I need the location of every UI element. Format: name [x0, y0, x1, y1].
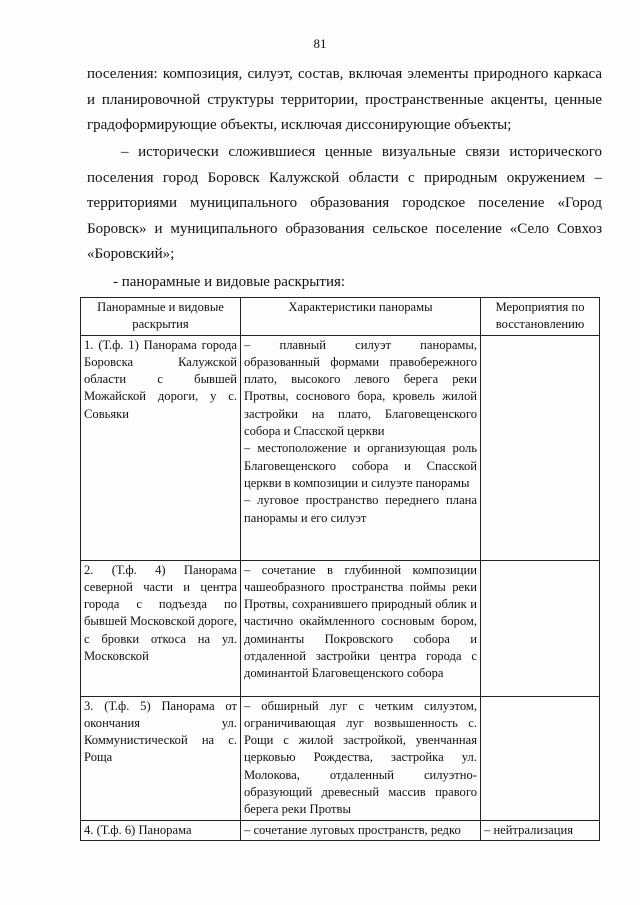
table-row [81, 560, 600, 696]
row-3-measures [481, 696, 600, 820]
row-2-measures [481, 560, 600, 696]
row-4-characteristics [241, 820, 481, 840]
row-2-panorama: 2. (Т.ф. 4) Панорама северной части и центра города с подъезда по бывшей Московской дороге, с бровки откоса на ул. Московской [81, 560, 241, 696]
panorama-table [80, 297, 600, 841]
table-row [81, 335, 600, 560]
row-3-characteristics [241, 696, 481, 820]
row-3-char-item: – обширный луг с четким силуэтом, ограничивающая луг возвышенность с. Рощи с жилой застройкой, увенчанная церковью Рождества, застройка ул. Молокова, отдаленный силуэтно-образующий древесный массив правого берега реки Протвы [244, 698, 477, 817]
row-4-panorama: 4. (Т.ф. 6) Панорама [81, 820, 241, 840]
page-number: 81 [313, 36, 327, 51]
header-panoramas: Панорамные и видовые раскрытия [81, 298, 241, 336]
row-1-panorama: 1. (Т.ф. 1) Панорама города Боровска Калужской области с бывшей Можайской дороги, у с. Совьяки [81, 335, 241, 560]
table-header-row [81, 298, 600, 336]
row-4-char-item: – сочетание луговых пространств, редко [244, 822, 461, 837]
row-3-panorama: 3. (Т.ф. 5) Панорама от окончания ул. Коммунистической на с. Роща [81, 696, 241, 820]
row-1-char-item: – луговое пространство переднего плана панорамы и его силуэт [244, 493, 477, 525]
table-row [81, 820, 600, 840]
paragraph-1: поселения: композиция, силуэт, состав, включая элементы природного каркаса и планировочной структуры территории, пространственные акценты, ценные градоформирующие объекты, исключая диссонирующие объекты; [87, 66, 602, 133]
row-2-char-item: – сочетание в глубинной композиции чашеобразного пространства поймы реки Протвы, сохранившего природный облик и частично окаймленного сосновым бором, доминанты Покровского собора и отдаленной застройки центра города с доминантой Благовещенского собора [244, 562, 477, 681]
row-2-characteristics [241, 560, 481, 696]
row-1-char-item: – местоположение и организующая роль Благовещенского собора и Спасской церкви в композиции и силуэте панорамы [244, 441, 477, 490]
row-4-measures: – нейтрализация [481, 820, 600, 840]
row-1-char-item: – плавный силуэт панорамы, образованный формами правобережного плато, высокого левого берега реки Протвы, соснового бора, кровель жилой застройки на плато, Благовещенского собора и Спасской церкви [244, 337, 477, 439]
paragraph-2: – исторически сложившиеся ценные визуальные связи исторического поселения город Боровск Калужской области с природным окружением – территориями муниципального образования городское поселение «Город Боровск» и муниципального образования сельское поселение «Село Совхоз «Боровский»; [87, 144, 602, 262]
paragraph-3: - панорамные и видовые раскрытия: [113, 274, 346, 290]
row-1-characteristics [241, 335, 481, 560]
header-characteristics: Характеристики панорамы [241, 298, 481, 336]
table-row [81, 696, 600, 820]
row-1-measures [481, 335, 600, 560]
header-measures: Мероприятия по восстановлению [481, 298, 600, 336]
